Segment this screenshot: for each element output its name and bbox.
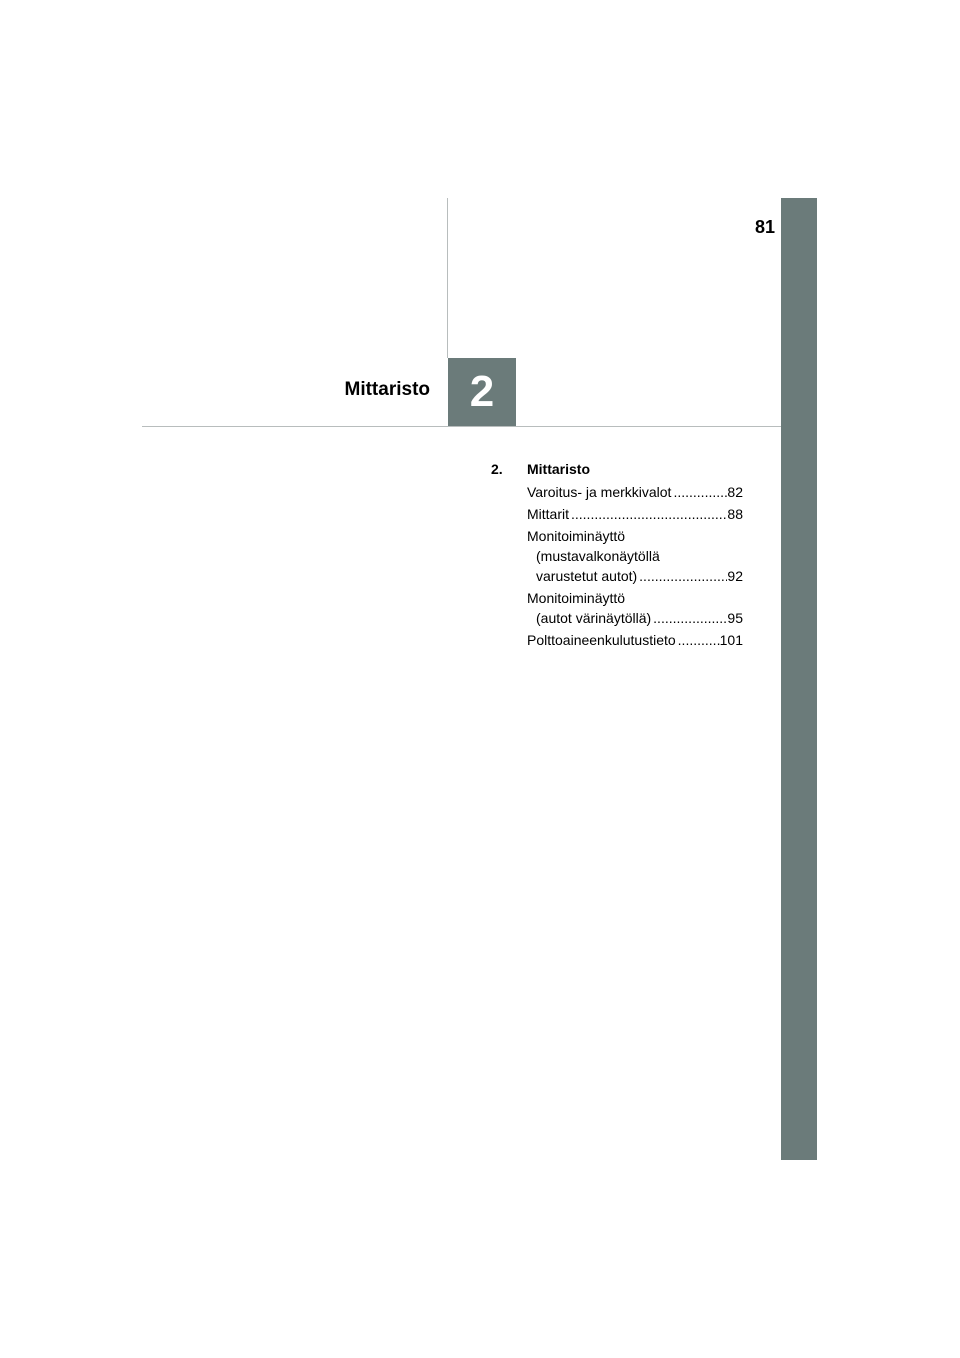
toc-entry-label-continued: (autot värinäytöllä) [536,610,652,626]
toc-entry-label-continued: (mustavalkonäytöllä [536,548,660,564]
toc-entry-monitoiminaytto-mustavalko[interactable] [527,526,743,586]
toc-entry-page: 82 [727,484,743,500]
table-of-contents [491,459,743,652]
toc-entry-label: Mittarit [527,506,569,522]
toc-entry-page: 92 [727,568,743,584]
leader-dots [639,566,727,586]
toc-entry-label: Monitoiminäyttö [527,528,626,544]
toc-entry-page: 95 [727,610,743,626]
toc-entry-page: 101 [719,632,743,648]
page-number: 81 [754,217,775,237]
toc-heading-number: 2. [491,461,503,477]
toc-entry-page: 88 [727,506,743,522]
toc-heading-title: Mittaristo [527,461,590,477]
toc-entry-polttoaine[interactable] [527,630,743,650]
chapter-title: Mittaristo [344,379,430,400]
leader-dots [673,482,727,502]
horizontal-divider [142,426,781,427]
chapter-side-tab [781,198,817,1160]
toc-heading [491,459,743,479]
leader-dots [678,630,720,650]
toc-entry-monitoiminaytto-vari[interactable] [527,588,743,628]
toc-entry-varoitus[interactable] [527,482,743,502]
toc-entry-label: Varoitus- ja merkkivalot [527,484,672,500]
toc-entry-label-continued: varustetut autot) [536,568,638,584]
vertical-divider [447,198,448,358]
leader-dots [571,504,727,524]
leader-dots [653,608,727,628]
toc-entry-mittarit[interactable] [527,504,743,524]
toc-entry-label: Monitoiminäyttö [527,590,626,606]
toc-entry-label: Polttoaineenkulutustieto [527,632,676,648]
chapter-number-box: 2 [448,358,516,426]
